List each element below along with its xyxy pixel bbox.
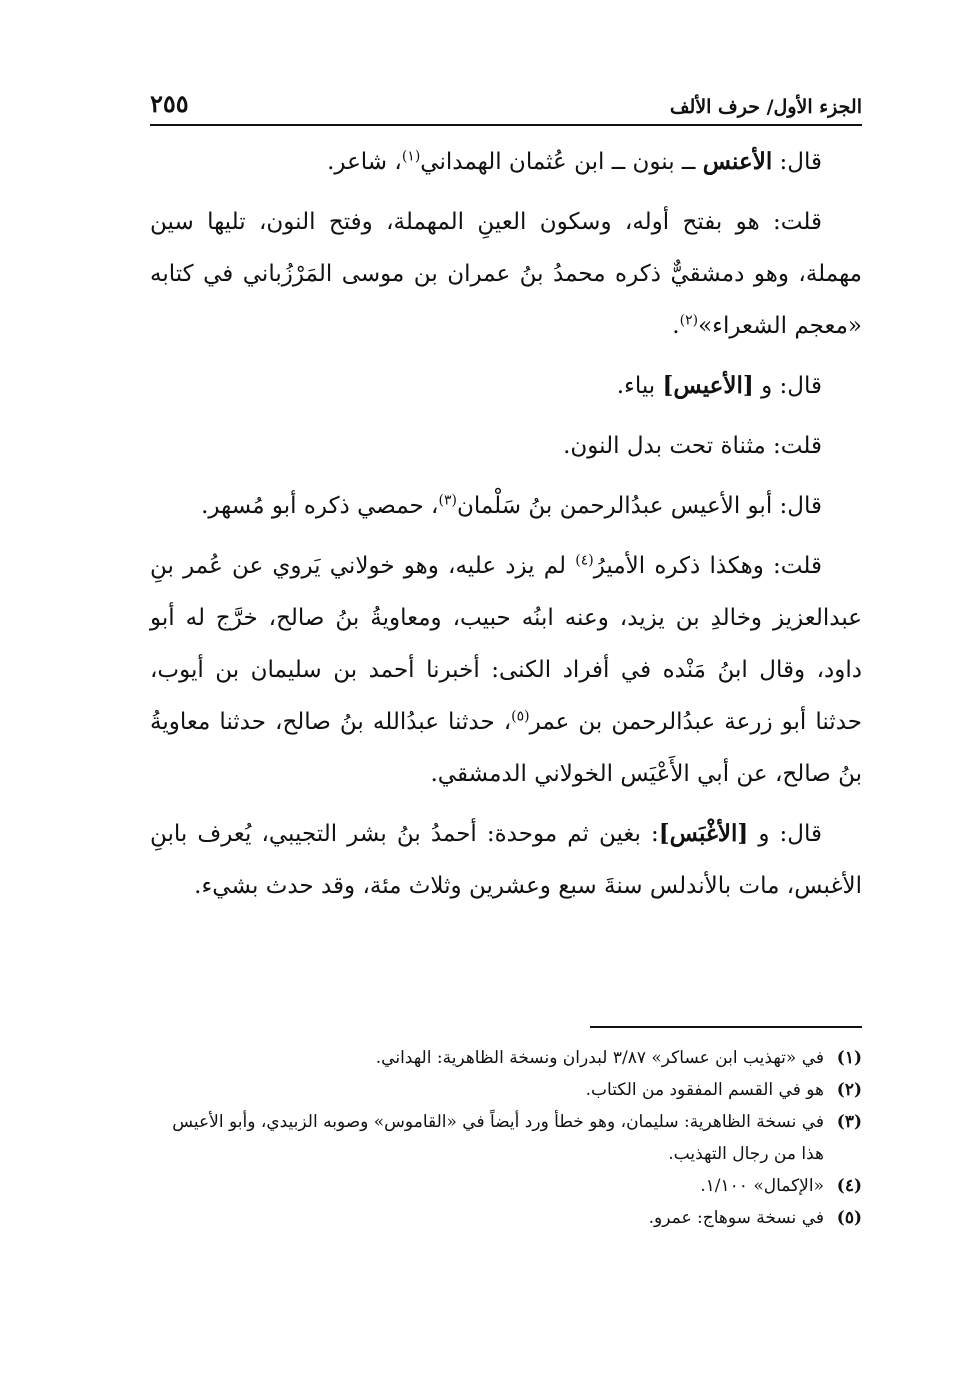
- footnote-reference: (٥): [511, 708, 530, 725]
- paragraph-text: أبو الأعيس عبدُالرحمن بنُ سَلْمان: [456, 493, 773, 519]
- footnote-number: (٢): [836, 1080, 862, 1100]
- paragraph: [150, 808, 862, 912]
- paragraph-text: ، حمصي ذكره أبو مُسهر.: [201, 493, 439, 519]
- footnote-reference: (٢): [679, 312, 699, 329]
- paragraph-text: ــ بنون ــ ابن عُثمان الهمداني: [420, 149, 703, 175]
- footnote-text: في نسخة الظاهرية: سليمان، وهو خطأ ورد أيضاً في «القاموس» وصوبه الزبيدي، وأبو الأعيس هذا من رجال التهذيب.: [172, 1112, 824, 1164]
- paragraph-text: مثناة تحت بدل النون.: [563, 433, 766, 459]
- headword: [الأعيس]: [662, 372, 754, 399]
- footnotes: [150, 1042, 862, 1234]
- paragraph-text: وهكذا ذكره الأميرُ: [593, 553, 764, 579]
- main-text: [150, 136, 862, 920]
- paragraph: [150, 360, 862, 412]
- footnote-separator: [590, 1026, 862, 1028]
- paragraph-text: .: [672, 313, 680, 339]
- footnote-number: (٣): [836, 1112, 862, 1132]
- paragraph: [150, 540, 862, 800]
- footnote-item: [150, 1074, 862, 1106]
- footnote-number: (١): [836, 1048, 862, 1068]
- footnote-reference: (٤): [575, 552, 594, 569]
- footnote-item: [150, 1106, 862, 1170]
- footnote-text: «الإكمال» ١/١٠٠.: [700, 1176, 824, 1196]
- page-number: ٢٥٥: [150, 89, 189, 118]
- paragraph: [150, 196, 862, 352]
- headword: [الأغْبَس]: [658, 820, 749, 847]
- footnote-item: [150, 1202, 862, 1234]
- paragraph-text: : بغين ثم موحدة: أحمدُ بنُ بشر التجيبي، يُعرف بابنِ الأغبس، مات بالأندلس سنةَ سبع وعشرين وثلاث مئة، وقد حدث بشيء.: [150, 821, 862, 899]
- paragraph-lead: قال: و: [753, 373, 822, 399]
- page-header: [150, 78, 862, 118]
- paragraph: [150, 480, 862, 532]
- footnote-text: في نسخة سوهاج: عمرو.: [648, 1208, 824, 1228]
- paragraph-text: لم يزد عليه، وهو خولاني يَروي عن عُمر بنِ عبدالعزيز وخالدِ بن يزيد، وعنه ابنُه حبيب، ومعاويةُ بنُ صالح، خرَّج له أبو داود، وقال ابنُ مَنْده في أفراد الكنى: أخبرنا أحمد بن سليمان بن أيوب، حدثنا أبو زرعة عبدُالرحمن بن عمر: [150, 553, 862, 735]
- running-head: الجزء الأول/ حرف الألف: [669, 96, 862, 118]
- paragraph: [150, 136, 862, 188]
- footnote-number: (٤): [836, 1176, 862, 1196]
- paragraph-text: ، حدثنا عبدُالله بنُ صالح، حدثنا معاويةُ بنُ صالح، عن أبي الأَعْيَس الخولاني الدمشقي.: [150, 709, 862, 787]
- paragraph-lead: قال:: [772, 149, 822, 175]
- headword: الأعنس: [702, 148, 773, 175]
- paragraph-text: ، شاعر.: [327, 149, 402, 175]
- footnote-item: [150, 1170, 862, 1202]
- footnote-text: هو في القسم المفقود من الكتاب.: [585, 1080, 824, 1100]
- footnote-number: (٥): [836, 1208, 862, 1228]
- header-rule: [150, 124, 862, 126]
- footnote-item: [150, 1042, 862, 1074]
- footnote-reference: (١): [401, 148, 421, 165]
- footnote-text: في «تهذيب ابن عساكر» ٣/٨٧ لبدران ونسخة الظاهرية: الهداني.: [375, 1048, 824, 1068]
- paragraph-lead: قلت:: [763, 553, 822, 579]
- paragraph-lead: قلت:: [759, 209, 822, 235]
- paragraph-lead: قلت:: [765, 433, 822, 459]
- paragraph-text: بياء.: [616, 373, 663, 399]
- paragraph-text: هو بفتح أوله، وسكون العينِ المهملة، وفتح النون، تليها سين مهملة، وهو دمشقيٌّ ذكره محمدُ بنُ عمران بن موسى المَرْزُباني في كتابه «معجم الشعراء»: [150, 209, 862, 339]
- paragraph-lead: قال:: [772, 493, 822, 519]
- paragraph-lead: قال: و: [748, 821, 822, 847]
- footnote-reference: (٣): [438, 492, 457, 509]
- paragraph: [150, 420, 862, 472]
